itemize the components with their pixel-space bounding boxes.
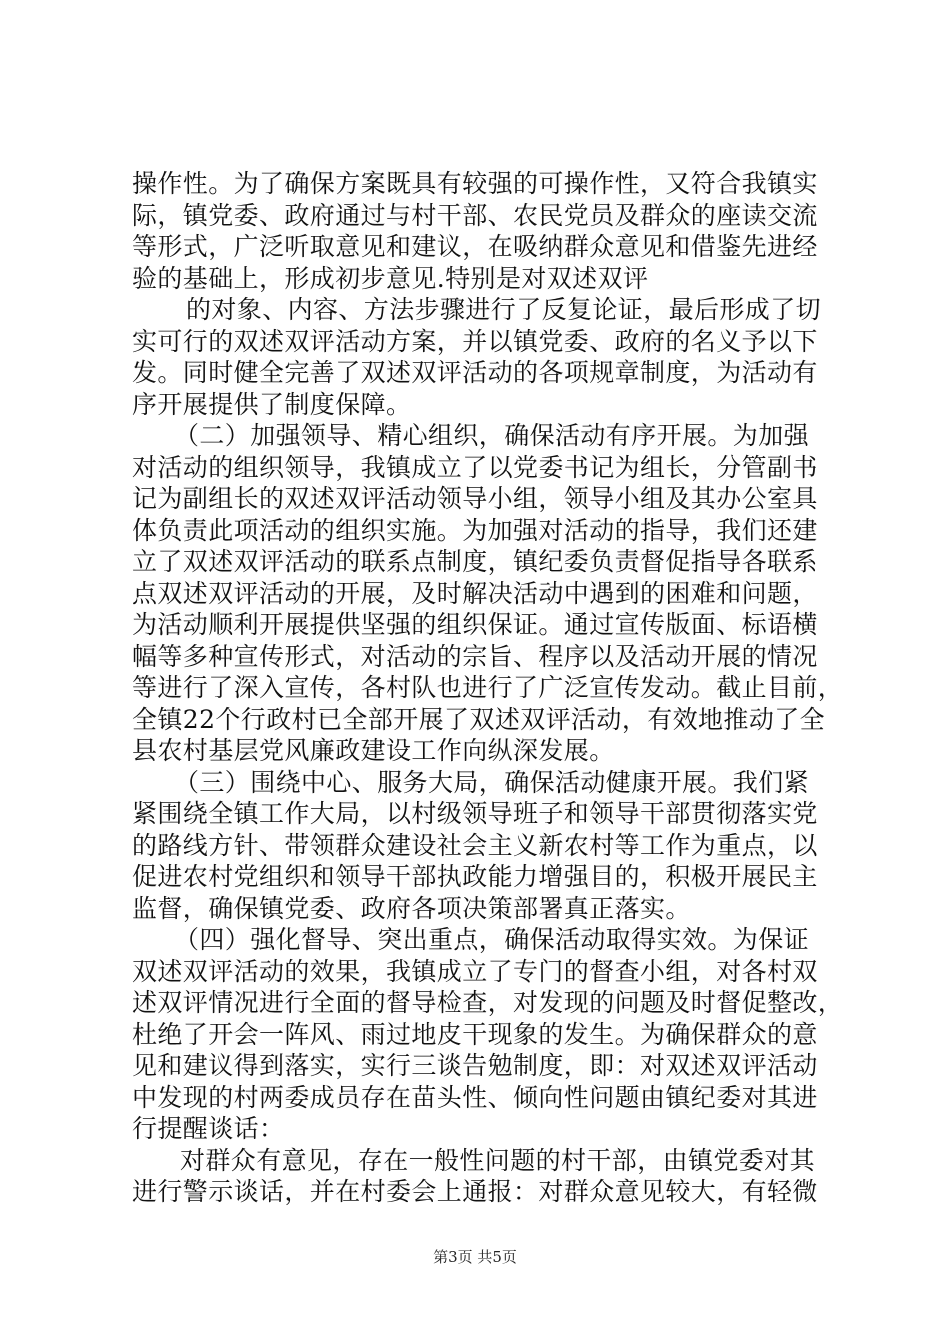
text-line: 的路线方针、带领群众建设社会主义新农村等工作为重点，以 (132, 830, 818, 860)
text-line: 体负责此项活动的组织实施。为加强对活动的指导，我们还建 (132, 515, 818, 545)
text-line: 际，镇党委、政府通过与村干部、农民党员及群众的座读交流 (132, 200, 818, 230)
text-line: 序开展提供了制度保障。 (132, 389, 412, 419)
text-line: 进行警示谈话，并在村委会上通报：对群众意见较大，有轻微 (132, 1177, 818, 1206)
text-line: 杜绝了开会一阵风、雨过地皮干现象的发生。为确保群众的意 (132, 1019, 818, 1049)
text-line: 行提醒谈话： (132, 1114, 285, 1143)
text-line: （三）围绕中心、服务大局，确保活动健康开展。我们紧 (174, 767, 810, 797)
text-line: 验的基础上，形成初步意见.特别是对双述双评 (132, 263, 649, 293)
text-line: 对活动的组织领导，我镇成立了以党委书记为组长，分管副书 (132, 452, 818, 482)
text-line: 全镇22个行政村已全部开展了双述双评活动，有效地推动了全 (132, 704, 826, 734)
text-line: 监督，确保镇党委、政府各项决策部署真正落实。 (132, 893, 691, 923)
text-line: 促进农村党组织和领导干部执政能力增强目的，积极开展民主 (132, 862, 818, 891)
text-line: 双述双评活动的效果，我镇成立了专门的督查小组，对各村双 (132, 956, 818, 986)
page-footer: 第3页 共5页 (433, 1248, 517, 1266)
text-line: 中发现的村两委成员存在苗头性、倾向性问题由镇纪委对其进 (132, 1082, 818, 1112)
text-line: 等进行了深入宣传，各村队也进行了广泛宣传发动。截止目前， (132, 673, 844, 702)
text-line: （四）强化督导、突出重点，确保活动取得实效。为保证 (174, 925, 810, 954)
text-line: 紧围绕全镇工作大局，以村级领导班子和领导干部贯彻落实党 (132, 799, 818, 828)
text-line: 对群众有意见，存在一般性问题的村干部，由镇党委对其 (180, 1145, 816, 1175)
text-line: 立了双述双评活动的联系点制度，镇纪委负责督促指导各联系 (132, 547, 818, 576)
text-line: 述双评情况进行全面的督导检查，对发现的问题及时督促整改， (132, 988, 844, 1017)
text-line: 记为副组长的双述双评活动领导小组，领导小组及其办公室具 (132, 484, 818, 513)
text-line: 的对象、内容、方法步骤进行了反复论证，最后形成了切 (186, 295, 822, 324)
text-line: （二）加强领导、精心组织，确保活动有序开展。为加强 (174, 421, 810, 450)
text-line: 点双述双评活动的开展，及时解决活动中遇到的困难和问题， (132, 578, 818, 608)
text-line: 幅等多种宣传形式，对活动的宗旨、程序以及活动开展的情况 (132, 641, 818, 671)
text-line: 为活动顺利开展提供坚强的组织保证。通过宣传版面、标语横 (132, 610, 818, 639)
text-line: 等形式，广泛听取意见和建议，在吸纳群众意见和借鉴先进经 (132, 232, 818, 261)
text-line: 操作性。为了确保方案既具有较强的可操作性，又符合我镇实 (132, 169, 818, 198)
text-line: 发。同时健全完善了双述双评活动的各项规章制度，为活动有 (132, 358, 818, 387)
document-body (132, 168, 844, 1208)
text-line: 见和建议得到落实，实行三谈告勉制度，即：对双述双评活动 (132, 1051, 818, 1080)
text-line: 县农村基层党风廉政建设工作向纵深发展。 (132, 736, 615, 765)
text-line: 实可行的双述双评活动方案，并以镇党委、政府的名义予以下 (132, 326, 818, 356)
